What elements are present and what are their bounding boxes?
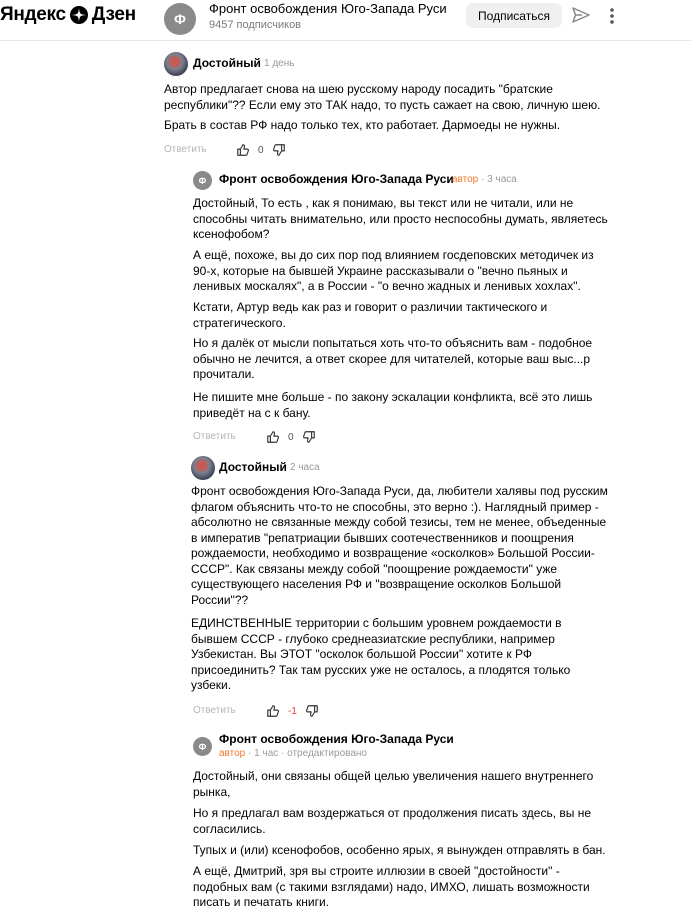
comment-text: А ещё, похоже, вы до сих пор под влиянием госдеповских методичек из 90-х, которые на бывшей Украине рассказывали о "вечно пьяных и ленивых москалях", а в России - "о вечно жадных и ленивых хохлах". bbox=[193, 248, 594, 293]
reply-button[interactable]: Ответить bbox=[164, 144, 207, 155]
author-avatar[interactable]: Ф bbox=[193, 171, 212, 190]
subscribe-button[interactable]: Подписаться bbox=[466, 3, 562, 28]
reply-button[interactable]: Ответить bbox=[193, 431, 236, 442]
logo-text-zen: Дзен bbox=[91, 4, 136, 25]
comment-text: Но я далёк от мысли попытаться хоть что-то объяснить вам - подобное обычно не лечится, а ответ скорее для читателей, которые ваш выс...р прочитали. bbox=[193, 336, 593, 381]
thumbs-up-icon[interactable] bbox=[266, 704, 280, 718]
share-icon[interactable] bbox=[571, 6, 591, 24]
comment-reactions bbox=[266, 703, 319, 719]
comment-text: Не пишите мне больше - по закону эскалации конфликта, всё это лишь приведёт на с к бану. bbox=[193, 390, 593, 420]
like-count: 0 bbox=[258, 144, 264, 156]
subscriber-count: 9457 подписчиков bbox=[209, 19, 302, 31]
comment-reactions bbox=[236, 142, 286, 158]
comment-text: А ещё, Дмитрий, зря вы строите иллюзии в своей "достойности" - подобных вам (с такими взглядами) надо, ИМХО, лишать возможности писать и печатать книги. bbox=[193, 864, 590, 909]
comment-text: ЕДИНСТВЕННЫЕ территории с большим уровнем рождаемости в бывшем СССР - глубоко среднеазиатские республики, например Узбекистан. Вы ЭТОТ "осколок большой России" хотите к РФ присоединить? Так там русских уже не осталось, а плодятся только узбеки. bbox=[191, 616, 571, 692]
reply-button[interactable]: Ответить bbox=[193, 705, 236, 716]
comment-time: 2 часа bbox=[290, 462, 320, 473]
zen-star-icon bbox=[70, 6, 88, 24]
thumbs-down-icon[interactable] bbox=[305, 704, 319, 718]
yandex-zen-logo[interactable] bbox=[0, 4, 136, 26]
author-badge: автор bbox=[219, 748, 246, 759]
thumbs-up-icon[interactable] bbox=[266, 430, 280, 444]
comment-text: Достойный, они связаны общей целью увеличения нашего внутреннего рынка, bbox=[193, 769, 594, 799]
comment-meta bbox=[452, 174, 517, 185]
comment-time: · 1 час · отредактировано bbox=[248, 748, 367, 759]
comment-text: Фронт освобождения Юго-Запада Руси, да, любители халявы под русским флагом объяснить что-то не способны, это верно :). Наглядный пример - абсолютно не связанные между собой тезисы, тем не менее, объеденные в императив "репатриации бывших соотечественников и поощрения рождаемости, необходимо и возвращение «осколков» Большой России-СССР". Как связаны между собой "поощрение рождаемости" уже существующего населения РФ и "возвращение осколков Большой России"?? bbox=[191, 484, 608, 607]
more-options-icon[interactable] bbox=[606, 6, 618, 26]
commenter-avatar[interactable] bbox=[191, 456, 215, 480]
author-avatar[interactable]: Ф bbox=[193, 737, 212, 756]
comment-author[interactable]: Фронт освобождения Юго-Запада Руси bbox=[219, 172, 454, 186]
thumbs-up-icon[interactable] bbox=[236, 143, 250, 157]
comment-time: · 3 часа bbox=[481, 174, 517, 185]
comment-meta bbox=[219, 748, 367, 759]
comment-text: Кстати, Артур ведь как раз и говорит о различии тактического и стратегического. bbox=[193, 300, 548, 330]
comment-text: Брать в состав РФ надо только тех, кто работает. Дармоеды не нужны. bbox=[164, 118, 561, 132]
comment-text: Автор предлагает снова на шею русскому народу посадить "братские республики"?? Если ему это ТАК надо, то пусть сажает на свою, личную шею. bbox=[164, 82, 601, 112]
like-count: -1 bbox=[288, 705, 297, 717]
comment-text: Но я предлагал вам воздержаться от продолжения писать здесь, вы не согласились. bbox=[193, 806, 592, 836]
channel-name[interactable]: Фронт освобождения Юго-Запада Руси bbox=[209, 1, 447, 16]
comment-reactions bbox=[266, 429, 316, 445]
top-bar bbox=[0, 0, 691, 41]
comment-author[interactable]: Достойный bbox=[219, 460, 287, 474]
logo-text-yandex: Яндекс bbox=[0, 4, 66, 25]
thumbs-down-icon[interactable] bbox=[302, 430, 316, 444]
thumbs-down-icon[interactable] bbox=[272, 143, 286, 157]
author-badge: автор bbox=[452, 174, 479, 185]
like-count: 0 bbox=[288, 431, 294, 443]
comment-text: Достойный, То есть , как я понимаю, вы текст или не читали, или не способны читать внимательно, или просто неспособны думать, являетесь ксенофобом? bbox=[193, 196, 608, 241]
comment-time: 1 день bbox=[264, 58, 295, 69]
comment-author[interactable]: Фронт освобождения Юго-Запада Руси bbox=[219, 732, 454, 746]
commenter-avatar[interactable] bbox=[164, 52, 188, 76]
channel-avatar[interactable]: Ф bbox=[164, 3, 196, 35]
comment-text: Тупых и (или) ксенофобов, особенно ярых, я вынужден отправлять в бан. bbox=[193, 843, 606, 857]
comment-author[interactable]: Достойный bbox=[193, 56, 261, 70]
